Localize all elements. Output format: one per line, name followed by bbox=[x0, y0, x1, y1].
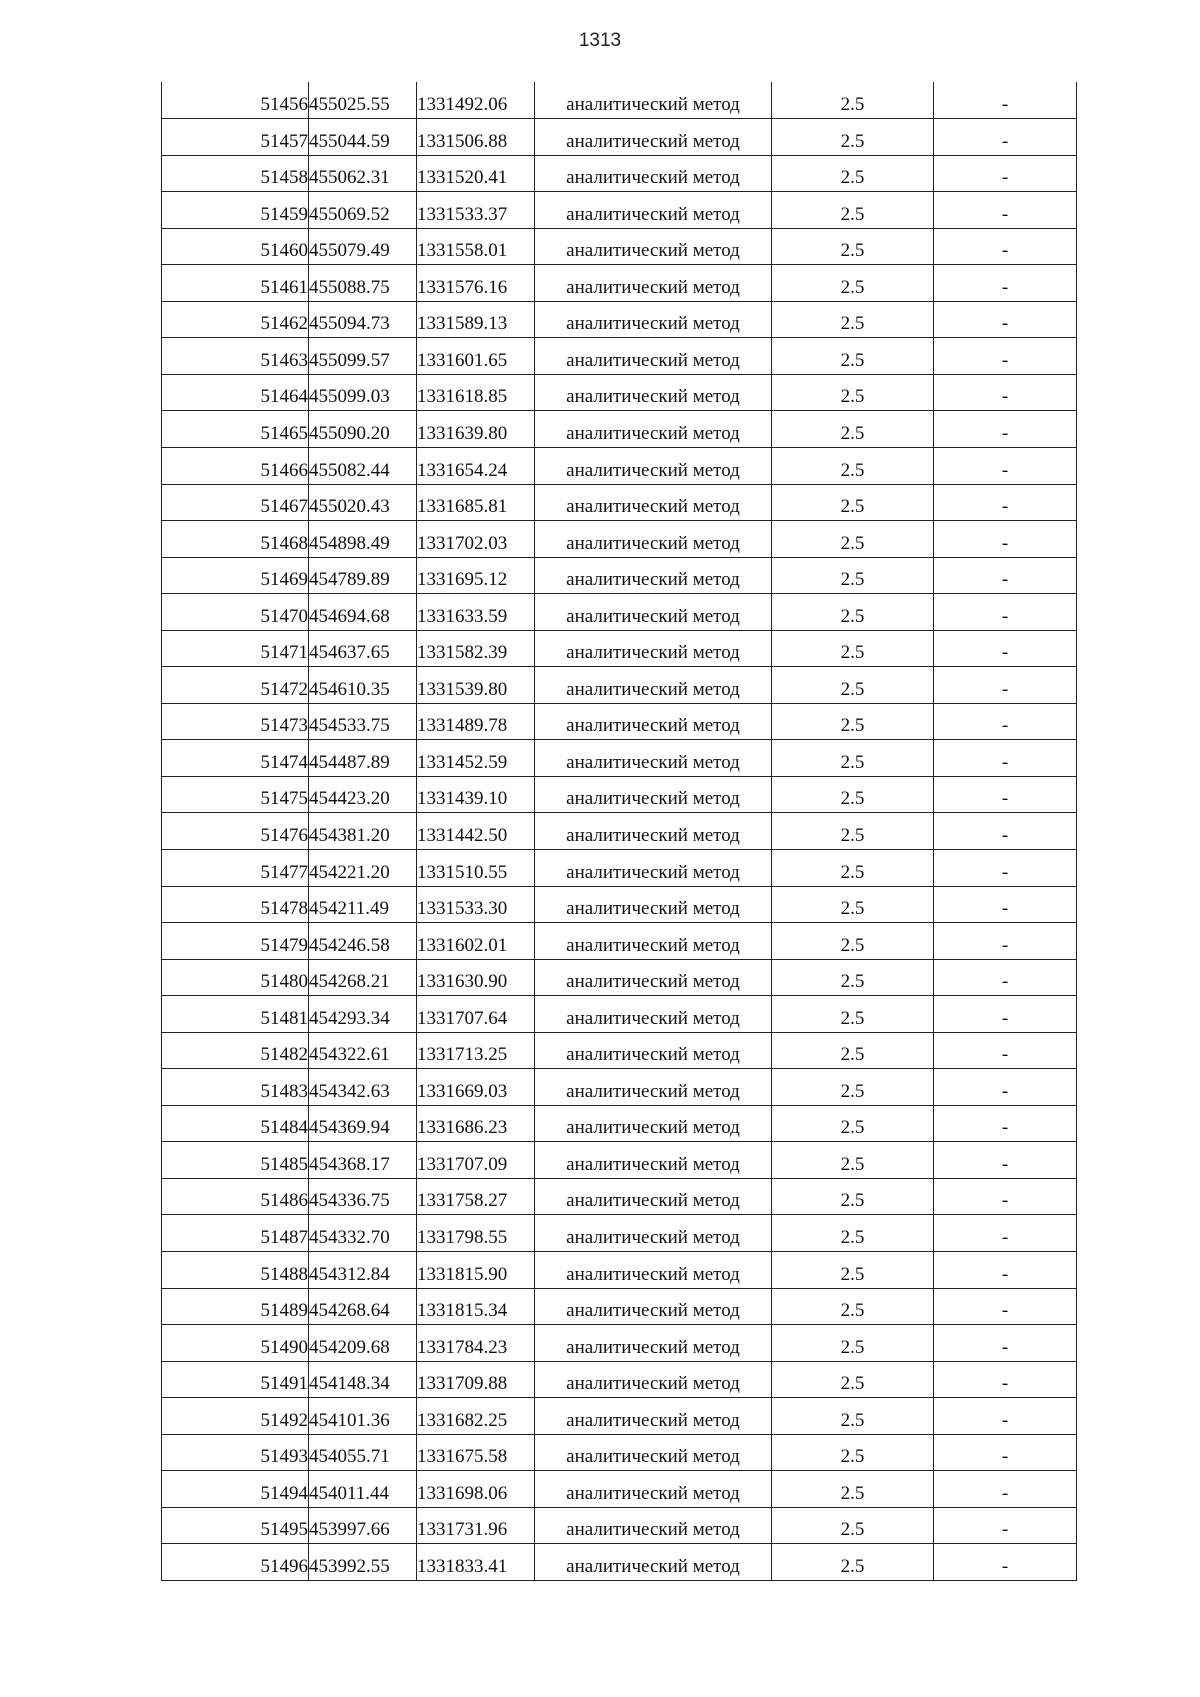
method-cell: аналитический метод bbox=[535, 1325, 772, 1362]
note-cell: - bbox=[934, 813, 1077, 850]
table-row bbox=[162, 594, 1077, 631]
note-cell: - bbox=[934, 630, 1077, 667]
y-coordinate-cell: 1331639.80 bbox=[417, 411, 535, 448]
accuracy-cell: 2.5 bbox=[772, 228, 934, 265]
point-number-cell: 51482 bbox=[162, 1032, 309, 1069]
method-cell: аналитический метод bbox=[535, 886, 772, 923]
method-cell: аналитический метод bbox=[535, 82, 772, 119]
accuracy-cell: 2.5 bbox=[772, 521, 934, 558]
point-number-cell: 51484 bbox=[162, 1105, 309, 1142]
point-number-cell: 51473 bbox=[162, 703, 309, 740]
x-coordinate-cell: 455099.57 bbox=[309, 338, 417, 375]
method-cell: аналитический метод bbox=[535, 594, 772, 631]
point-number-cell: 51489 bbox=[162, 1288, 309, 1325]
x-coordinate-cell: 454332.70 bbox=[309, 1215, 417, 1252]
x-coordinate-cell: 454293.34 bbox=[309, 996, 417, 1033]
note-cell: - bbox=[934, 1471, 1077, 1508]
x-coordinate-cell: 455082.44 bbox=[309, 447, 417, 484]
point-number-cell: 51496 bbox=[162, 1544, 309, 1581]
table-row bbox=[162, 1215, 1077, 1252]
x-coordinate-cell: 455044.59 bbox=[309, 119, 417, 156]
table-row bbox=[162, 813, 1077, 850]
coordinates-table-body bbox=[162, 82, 1077, 1580]
accuracy-cell: 2.5 bbox=[772, 1471, 934, 1508]
point-number-cell: 51459 bbox=[162, 192, 309, 229]
accuracy-cell: 2.5 bbox=[772, 703, 934, 740]
method-cell: аналитический метод bbox=[535, 119, 772, 156]
accuracy-cell: 2.5 bbox=[772, 740, 934, 777]
method-cell: аналитический метод bbox=[535, 1434, 772, 1471]
method-cell: аналитический метод bbox=[535, 338, 772, 375]
point-number-cell: 51464 bbox=[162, 374, 309, 411]
note-cell: - bbox=[934, 1434, 1077, 1471]
table-row bbox=[162, 1178, 1077, 1215]
accuracy-cell: 2.5 bbox=[772, 265, 934, 302]
method-cell: аналитический метод bbox=[535, 959, 772, 996]
accuracy-cell: 2.5 bbox=[772, 1215, 934, 1252]
table-row bbox=[162, 630, 1077, 667]
method-cell: аналитический метод bbox=[535, 155, 772, 192]
table-row bbox=[162, 374, 1077, 411]
y-coordinate-cell: 1331815.90 bbox=[417, 1252, 535, 1289]
point-number-cell: 51470 bbox=[162, 594, 309, 631]
x-coordinate-cell: 455088.75 bbox=[309, 265, 417, 302]
point-number-cell: 51476 bbox=[162, 813, 309, 850]
y-coordinate-cell: 1331439.10 bbox=[417, 776, 535, 813]
accuracy-cell: 2.5 bbox=[772, 776, 934, 813]
note-cell: - bbox=[934, 996, 1077, 1033]
x-coordinate-cell: 455069.52 bbox=[309, 192, 417, 229]
x-coordinate-cell: 454368.17 bbox=[309, 1142, 417, 1179]
note-cell: - bbox=[934, 886, 1077, 923]
y-coordinate-cell: 1331669.03 bbox=[417, 1069, 535, 1106]
accuracy-cell: 2.5 bbox=[772, 1434, 934, 1471]
table-row bbox=[162, 1471, 1077, 1508]
y-coordinate-cell: 1331520.41 bbox=[417, 155, 535, 192]
table-row bbox=[162, 192, 1077, 229]
table-row bbox=[162, 667, 1077, 704]
method-cell: аналитический метод bbox=[535, 521, 772, 558]
table-row bbox=[162, 1032, 1077, 1069]
x-coordinate-cell: 454694.68 bbox=[309, 594, 417, 631]
table-row bbox=[162, 447, 1077, 484]
y-coordinate-cell: 1331442.50 bbox=[417, 813, 535, 850]
note-cell: - bbox=[934, 703, 1077, 740]
method-cell: аналитический метод bbox=[535, 1069, 772, 1106]
table-row bbox=[162, 1142, 1077, 1179]
x-coordinate-cell: 455062.31 bbox=[309, 155, 417, 192]
y-coordinate-cell: 1331682.25 bbox=[417, 1398, 535, 1435]
table-row bbox=[162, 1288, 1077, 1325]
x-coordinate-cell: 454322.61 bbox=[309, 1032, 417, 1069]
note-cell: - bbox=[934, 1325, 1077, 1362]
accuracy-cell: 2.5 bbox=[772, 1325, 934, 1362]
x-coordinate-cell: 454610.35 bbox=[309, 667, 417, 704]
note-cell: - bbox=[934, 338, 1077, 375]
point-number-cell: 51486 bbox=[162, 1178, 309, 1215]
point-number-cell: 51465 bbox=[162, 411, 309, 448]
x-coordinate-cell: 455025.55 bbox=[309, 82, 417, 119]
table-row bbox=[162, 557, 1077, 594]
table-row bbox=[162, 265, 1077, 302]
y-coordinate-cell: 1331758.27 bbox=[417, 1178, 535, 1215]
method-cell: аналитический метод bbox=[535, 1032, 772, 1069]
accuracy-cell: 2.5 bbox=[772, 849, 934, 886]
y-coordinate-cell: 1331702.03 bbox=[417, 521, 535, 558]
accuracy-cell: 2.5 bbox=[772, 1178, 934, 1215]
x-coordinate-cell: 454011.44 bbox=[309, 1471, 417, 1508]
table-row bbox=[162, 155, 1077, 192]
accuracy-cell: 2.5 bbox=[772, 1361, 934, 1398]
accuracy-cell: 2.5 bbox=[772, 886, 934, 923]
note-cell: - bbox=[934, 1252, 1077, 1289]
x-coordinate-cell: 454898.49 bbox=[309, 521, 417, 558]
note-cell: - bbox=[934, 265, 1077, 302]
table-row bbox=[162, 484, 1077, 521]
method-cell: аналитический метод bbox=[535, 630, 772, 667]
method-cell: аналитический метод bbox=[535, 1252, 772, 1289]
note-cell: - bbox=[934, 484, 1077, 521]
accuracy-cell: 2.5 bbox=[772, 155, 934, 192]
accuracy-cell: 2.5 bbox=[772, 630, 934, 667]
point-number-cell: 51466 bbox=[162, 447, 309, 484]
point-number-cell: 51479 bbox=[162, 923, 309, 960]
method-cell: аналитический метод bbox=[535, 1215, 772, 1252]
point-number-cell: 51457 bbox=[162, 119, 309, 156]
accuracy-cell: 2.5 bbox=[772, 813, 934, 850]
note-cell: - bbox=[934, 228, 1077, 265]
note-cell: - bbox=[934, 1544, 1077, 1581]
table-row bbox=[162, 1507, 1077, 1544]
table-row bbox=[162, 301, 1077, 338]
y-coordinate-cell: 1331698.06 bbox=[417, 1471, 535, 1508]
x-coordinate-cell: 454789.89 bbox=[309, 557, 417, 594]
accuracy-cell: 2.5 bbox=[772, 411, 934, 448]
y-coordinate-cell: 1331798.55 bbox=[417, 1215, 535, 1252]
method-cell: аналитический метод bbox=[535, 1361, 772, 1398]
x-coordinate-cell: 454055.71 bbox=[309, 1434, 417, 1471]
point-number-cell: 51458 bbox=[162, 155, 309, 192]
method-cell: аналитический метод bbox=[535, 557, 772, 594]
note-cell: - bbox=[934, 1069, 1077, 1106]
y-coordinate-cell: 1331602.01 bbox=[417, 923, 535, 960]
y-coordinate-cell: 1331533.30 bbox=[417, 886, 535, 923]
x-coordinate-cell: 454336.75 bbox=[309, 1178, 417, 1215]
accuracy-cell: 2.5 bbox=[772, 667, 934, 704]
note-cell: - bbox=[934, 192, 1077, 229]
table-row bbox=[162, 923, 1077, 960]
y-coordinate-cell: 1331731.96 bbox=[417, 1507, 535, 1544]
table-row bbox=[162, 959, 1077, 996]
point-number-cell: 51474 bbox=[162, 740, 309, 777]
x-coordinate-cell: 454221.20 bbox=[309, 849, 417, 886]
method-cell: аналитический метод bbox=[535, 776, 772, 813]
note-cell: - bbox=[934, 411, 1077, 448]
x-coordinate-cell: 454101.36 bbox=[309, 1398, 417, 1435]
point-number-cell: 51480 bbox=[162, 959, 309, 996]
accuracy-cell: 2.5 bbox=[772, 557, 934, 594]
note-cell: - bbox=[934, 155, 1077, 192]
table-row bbox=[162, 849, 1077, 886]
point-number-cell: 51494 bbox=[162, 1471, 309, 1508]
point-number-cell: 51490 bbox=[162, 1325, 309, 1362]
y-coordinate-cell: 1331576.16 bbox=[417, 265, 535, 302]
point-number-cell: 51463 bbox=[162, 338, 309, 375]
y-coordinate-cell: 1331633.59 bbox=[417, 594, 535, 631]
accuracy-cell: 2.5 bbox=[772, 447, 934, 484]
table-row bbox=[162, 1398, 1077, 1435]
note-cell: - bbox=[934, 447, 1077, 484]
y-coordinate-cell: 1331833.41 bbox=[417, 1544, 535, 1581]
point-number-cell: 51485 bbox=[162, 1142, 309, 1179]
accuracy-cell: 2.5 bbox=[772, 1105, 934, 1142]
method-cell: аналитический метод bbox=[535, 703, 772, 740]
y-coordinate-cell: 1331630.90 bbox=[417, 959, 535, 996]
coordinates-table bbox=[161, 82, 1077, 1581]
method-cell: аналитический метод bbox=[535, 813, 772, 850]
method-cell: аналитический метод bbox=[535, 411, 772, 448]
y-coordinate-cell: 1331815.34 bbox=[417, 1288, 535, 1325]
point-number-cell: 51495 bbox=[162, 1507, 309, 1544]
page-number: 1313 bbox=[578, 30, 622, 51]
point-number-cell: 51462 bbox=[162, 301, 309, 338]
point-number-cell: 51469 bbox=[162, 557, 309, 594]
table-row bbox=[162, 228, 1077, 265]
point-number-cell: 51478 bbox=[162, 886, 309, 923]
method-cell: аналитический метод bbox=[535, 1142, 772, 1179]
x-coordinate-cell: 454211.49 bbox=[309, 886, 417, 923]
accuracy-cell: 2.5 bbox=[772, 119, 934, 156]
note-cell: - bbox=[934, 82, 1077, 119]
x-coordinate-cell: 454423.20 bbox=[309, 776, 417, 813]
note-cell: - bbox=[934, 119, 1077, 156]
table-row bbox=[162, 521, 1077, 558]
point-number-cell: 51467 bbox=[162, 484, 309, 521]
method-cell: аналитический метод bbox=[535, 1178, 772, 1215]
accuracy-cell: 2.5 bbox=[772, 338, 934, 375]
note-cell: - bbox=[934, 1507, 1077, 1544]
note-cell: - bbox=[934, 301, 1077, 338]
accuracy-cell: 2.5 bbox=[772, 1142, 934, 1179]
note-cell: - bbox=[934, 1032, 1077, 1069]
accuracy-cell: 2.5 bbox=[772, 192, 934, 229]
method-cell: аналитический метод bbox=[535, 667, 772, 704]
method-cell: аналитический метод bbox=[535, 1105, 772, 1142]
y-coordinate-cell: 1331589.13 bbox=[417, 301, 535, 338]
x-coordinate-cell: 454342.63 bbox=[309, 1069, 417, 1106]
x-coordinate-cell: 453992.55 bbox=[309, 1544, 417, 1581]
method-cell: аналитический метод bbox=[535, 447, 772, 484]
x-coordinate-cell: 454268.21 bbox=[309, 959, 417, 996]
point-number-cell: 51488 bbox=[162, 1252, 309, 1289]
table-row bbox=[162, 776, 1077, 813]
method-cell: аналитический метод bbox=[535, 740, 772, 777]
accuracy-cell: 2.5 bbox=[772, 301, 934, 338]
accuracy-cell: 2.5 bbox=[772, 959, 934, 996]
x-coordinate-cell: 454381.20 bbox=[309, 813, 417, 850]
table-row bbox=[162, 703, 1077, 740]
note-cell: - bbox=[934, 521, 1077, 558]
y-coordinate-cell: 1331533.37 bbox=[417, 192, 535, 229]
table-row bbox=[162, 119, 1077, 156]
x-coordinate-cell: 454209.68 bbox=[309, 1325, 417, 1362]
note-cell: - bbox=[934, 1398, 1077, 1435]
x-coordinate-cell: 454246.58 bbox=[309, 923, 417, 960]
table-row bbox=[162, 1069, 1077, 1106]
accuracy-cell: 2.5 bbox=[772, 484, 934, 521]
y-coordinate-cell: 1331452.59 bbox=[417, 740, 535, 777]
accuracy-cell: 2.5 bbox=[772, 1398, 934, 1435]
note-cell: - bbox=[934, 959, 1077, 996]
x-coordinate-cell: 455099.03 bbox=[309, 374, 417, 411]
y-coordinate-cell: 1331707.64 bbox=[417, 996, 535, 1033]
table-row bbox=[162, 1325, 1077, 1362]
x-coordinate-cell: 454148.34 bbox=[309, 1361, 417, 1398]
y-coordinate-cell: 1331539.80 bbox=[417, 667, 535, 704]
y-coordinate-cell: 1331654.24 bbox=[417, 447, 535, 484]
note-cell: - bbox=[934, 374, 1077, 411]
x-coordinate-cell: 454268.64 bbox=[309, 1288, 417, 1325]
y-coordinate-cell: 1331558.01 bbox=[417, 228, 535, 265]
table-row bbox=[162, 740, 1077, 777]
note-cell: - bbox=[934, 923, 1077, 960]
point-number-cell: 51471 bbox=[162, 630, 309, 667]
y-coordinate-cell: 1331686.23 bbox=[417, 1105, 535, 1142]
y-coordinate-cell: 1331601.65 bbox=[417, 338, 535, 375]
accuracy-cell: 2.5 bbox=[772, 374, 934, 411]
point-number-cell: 51493 bbox=[162, 1434, 309, 1471]
x-coordinate-cell: 455079.49 bbox=[309, 228, 417, 265]
accuracy-cell: 2.5 bbox=[772, 1544, 934, 1581]
y-coordinate-cell: 1331492.06 bbox=[417, 82, 535, 119]
note-cell: - bbox=[934, 740, 1077, 777]
note-cell: - bbox=[934, 594, 1077, 631]
method-cell: аналитический метод bbox=[535, 301, 772, 338]
method-cell: аналитический метод bbox=[535, 484, 772, 521]
point-number-cell: 51475 bbox=[162, 776, 309, 813]
note-cell: - bbox=[934, 1178, 1077, 1215]
point-number-cell: 51487 bbox=[162, 1215, 309, 1252]
y-coordinate-cell: 1331489.78 bbox=[417, 703, 535, 740]
point-number-cell: 51468 bbox=[162, 521, 309, 558]
table-row bbox=[162, 1252, 1077, 1289]
note-cell: - bbox=[934, 1288, 1077, 1325]
method-cell: аналитический метод bbox=[535, 849, 772, 886]
y-coordinate-cell: 1331618.85 bbox=[417, 374, 535, 411]
table-row bbox=[162, 1544, 1077, 1581]
accuracy-cell: 2.5 bbox=[772, 1507, 934, 1544]
method-cell: аналитический метод bbox=[535, 192, 772, 229]
table-row bbox=[162, 411, 1077, 448]
x-coordinate-cell: 454637.65 bbox=[309, 630, 417, 667]
note-cell: - bbox=[934, 1361, 1077, 1398]
point-number-cell: 51456 bbox=[162, 82, 309, 119]
x-coordinate-cell: 455020.43 bbox=[309, 484, 417, 521]
x-coordinate-cell: 455090.20 bbox=[309, 411, 417, 448]
note-cell: - bbox=[934, 776, 1077, 813]
accuracy-cell: 2.5 bbox=[772, 1069, 934, 1106]
x-coordinate-cell: 455094.73 bbox=[309, 301, 417, 338]
point-number-cell: 51483 bbox=[162, 1069, 309, 1106]
accuracy-cell: 2.5 bbox=[772, 1288, 934, 1325]
table-row bbox=[162, 886, 1077, 923]
y-coordinate-cell: 1331709.88 bbox=[417, 1361, 535, 1398]
note-cell: - bbox=[934, 667, 1077, 704]
point-number-cell: 51461 bbox=[162, 265, 309, 302]
table-row bbox=[162, 1105, 1077, 1142]
x-coordinate-cell: 454312.84 bbox=[309, 1252, 417, 1289]
table-row bbox=[162, 1434, 1077, 1471]
note-cell: - bbox=[934, 849, 1077, 886]
point-number-cell: 51491 bbox=[162, 1361, 309, 1398]
y-coordinate-cell: 1331506.88 bbox=[417, 119, 535, 156]
accuracy-cell: 2.5 bbox=[772, 923, 934, 960]
y-coordinate-cell: 1331695.12 bbox=[417, 557, 535, 594]
y-coordinate-cell: 1331510.55 bbox=[417, 849, 535, 886]
method-cell: аналитический метод bbox=[535, 1288, 772, 1325]
y-coordinate-cell: 1331784.23 bbox=[417, 1325, 535, 1362]
note-cell: - bbox=[934, 1142, 1077, 1179]
y-coordinate-cell: 1331582.39 bbox=[417, 630, 535, 667]
accuracy-cell: 2.5 bbox=[772, 594, 934, 631]
method-cell: аналитический метод bbox=[535, 996, 772, 1033]
table-row bbox=[162, 996, 1077, 1033]
note-cell: - bbox=[934, 1215, 1077, 1252]
method-cell: аналитический метод bbox=[535, 1507, 772, 1544]
accuracy-cell: 2.5 bbox=[772, 82, 934, 119]
y-coordinate-cell: 1331675.58 bbox=[417, 1434, 535, 1471]
x-coordinate-cell: 453997.66 bbox=[309, 1507, 417, 1544]
x-coordinate-cell: 454369.94 bbox=[309, 1105, 417, 1142]
point-number-cell: 51481 bbox=[162, 996, 309, 1033]
point-number-cell: 51472 bbox=[162, 667, 309, 704]
y-coordinate-cell: 1331685.81 bbox=[417, 484, 535, 521]
method-cell: аналитический метод bbox=[535, 923, 772, 960]
table-row bbox=[162, 338, 1077, 375]
table-row bbox=[162, 1361, 1077, 1398]
method-cell: аналитический метод bbox=[535, 1398, 772, 1435]
method-cell: аналитический метод bbox=[535, 1471, 772, 1508]
method-cell: аналитический метод bbox=[535, 228, 772, 265]
point-number-cell: 51492 bbox=[162, 1398, 309, 1435]
table-row bbox=[162, 82, 1077, 119]
y-coordinate-cell: 1331707.09 bbox=[417, 1142, 535, 1179]
point-number-cell: 51460 bbox=[162, 228, 309, 265]
point-number-cell: 51477 bbox=[162, 849, 309, 886]
note-cell: - bbox=[934, 557, 1077, 594]
method-cell: аналитический метод bbox=[535, 374, 772, 411]
y-coordinate-cell: 1331713.25 bbox=[417, 1032, 535, 1069]
method-cell: аналитический метод bbox=[535, 1544, 772, 1581]
accuracy-cell: 2.5 bbox=[772, 996, 934, 1033]
note-cell: - bbox=[934, 1105, 1077, 1142]
accuracy-cell: 2.5 bbox=[772, 1252, 934, 1289]
x-coordinate-cell: 454533.75 bbox=[309, 703, 417, 740]
accuracy-cell: 2.5 bbox=[772, 1032, 934, 1069]
x-coordinate-cell: 454487.89 bbox=[309, 740, 417, 777]
method-cell: аналитический метод bbox=[535, 265, 772, 302]
